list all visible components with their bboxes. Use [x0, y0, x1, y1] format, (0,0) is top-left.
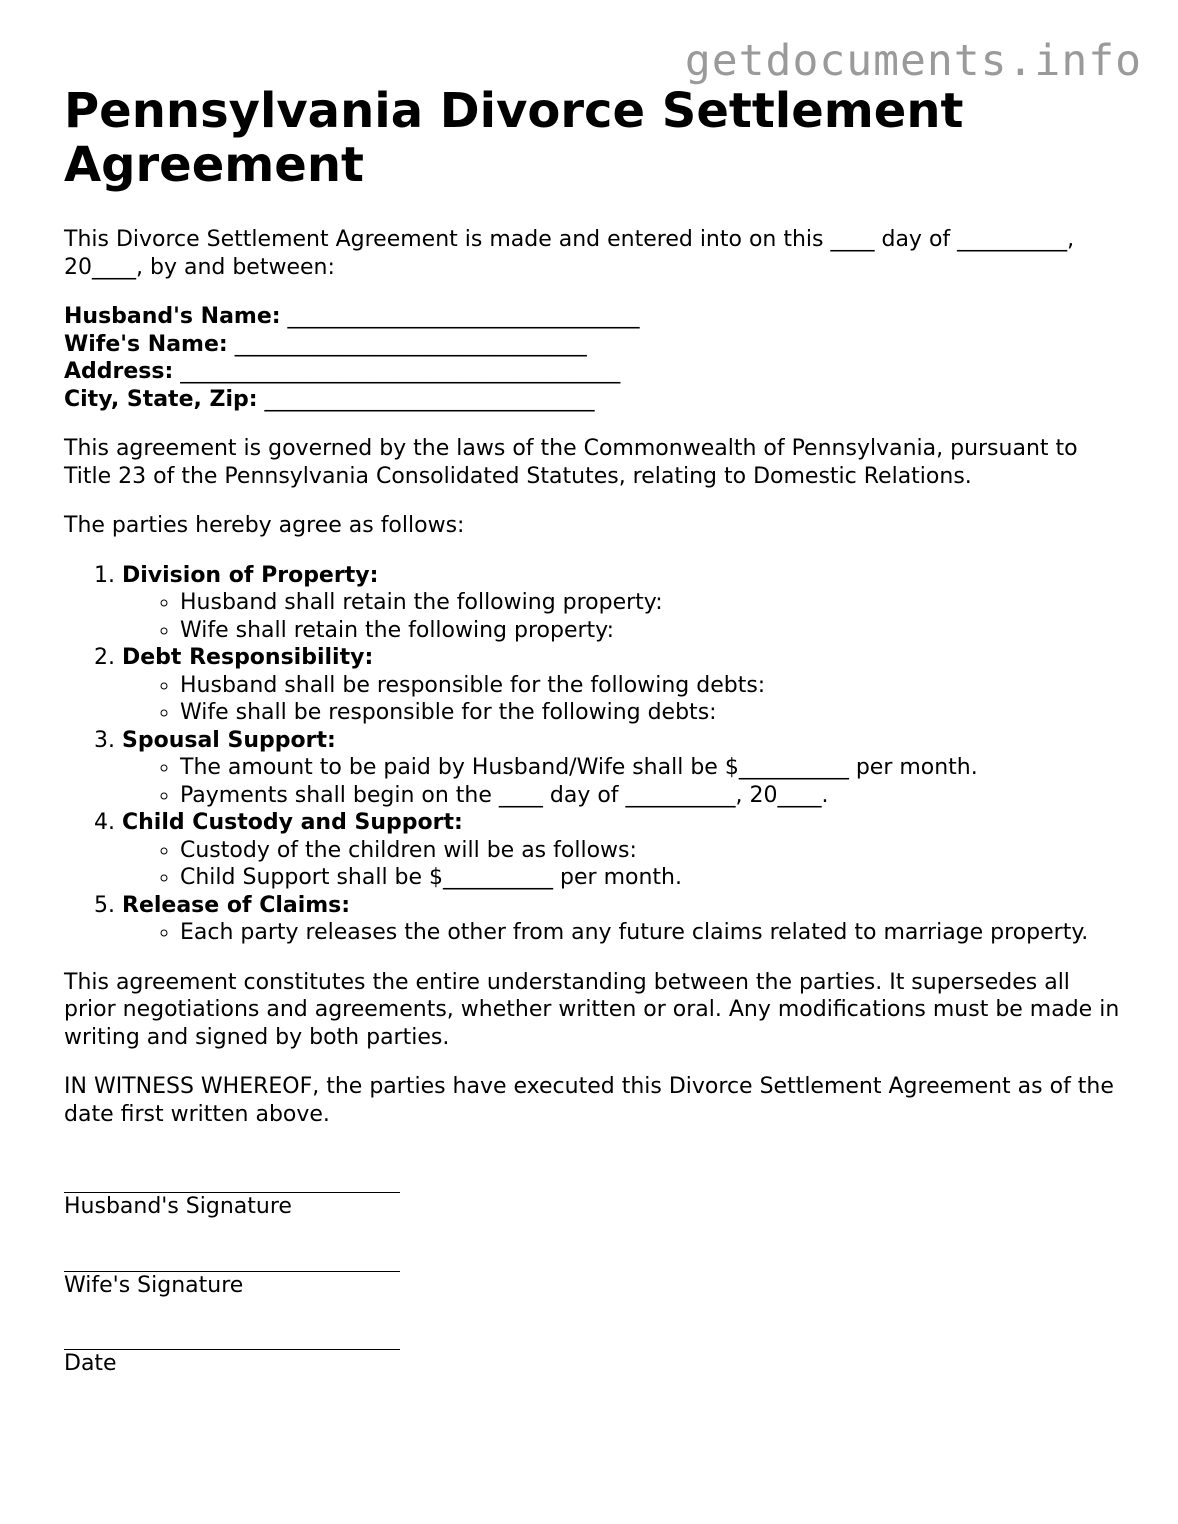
list-item: ◦ The amount to be paid by Husband/Wife shall be $__________ per month. — [180, 754, 1124, 782]
signature-line — [64, 1166, 400, 1193]
list-item: ◦ Wife shall retain the following property: — [180, 617, 1124, 645]
term-division-of-property: 1. Division of Property: ◦ Husband shall retain the following property: ◦ Wife shall retain the following property: — [122, 562, 1124, 645]
terms-list — [64, 562, 1124, 947]
list-item: ◦ Each party releases the other from any future claims related to marriage property. — [180, 919, 1124, 947]
signature-label: Wife's Signature — [64, 1272, 244, 1298]
signature-label: Husband's Signature — [64, 1194, 292, 1219]
witness-paragraph: IN WITNESS WHEREOF, the parties have executed this Divorce Settlement Agreement as of the date first written above. — [64, 1074, 1114, 1127]
term-spousal-support: 3. Spousal Support: ◦ The amount to be paid by Husband/Wife shall be $__________ per month. ◦ Payments shall begin on the ____ day of __________, 20____. — [122, 727, 1124, 810]
signature-line — [64, 1323, 400, 1350]
document-page — [64, 84, 1124, 1402]
list-item: ◦ Husband shall be responsible for the following debts: — [180, 672, 1124, 700]
list-item: ◦ Custody of the children will be as follows: — [180, 837, 1124, 865]
date-signature — [64, 1323, 1124, 1378]
signature-line — [64, 1245, 400, 1272]
list-item: ◦ Payments shall begin on the ____ day of __________, 20____. — [180, 782, 1124, 810]
address-field: Address: ________________________________________ — [64, 359, 621, 384]
list-item: ◦ Wife shall be responsible for the following debts: — [180, 699, 1124, 727]
list-item: ◦ Child Support shall be $__________ per month. — [180, 864, 1124, 892]
wife-signature — [64, 1245, 1124, 1300]
agree-intro: The parties hereby agree as follows: — [64, 513, 465, 538]
signature-block — [64, 1166, 1124, 1378]
husband-name-field: Husband's Name: ________________________________ — [64, 304, 640, 329]
intro-paragraph: This Divorce Settlement Agreement is made and entered into on this ____ day of __________, 20____, by and between: — [64, 227, 1075, 280]
party-fields — [64, 303, 1124, 413]
signature-label: Date — [64, 1351, 117, 1376]
entire-agreement-paragraph: This agreement constitutes the entire understanding between the parties. It supersedes all prior negotiations and agreements, whether written or oral. Any modifications must be made in writing and signed by both parties. — [64, 969, 1120, 1050]
term-debt-responsibility: 2. Debt Responsibility: ◦ Husband shall be responsible for the following debts: ◦ Wife shall be responsible for the following debts: — [122, 644, 1124, 727]
city-state-zip-field: City, State, Zip: ______________________________ — [64, 386, 595, 412]
page-title: Pennsylvania Divorce Settlement Agreement — [64, 83, 964, 193]
wife-name-field: Wife's Name: ________________________________ — [64, 331, 587, 357]
term-child-custody: 4. Child Custody and Support: ◦ Custody of the children will be as follows: ◦ Child Support shall be $__________ per month. — [122, 809, 1124, 892]
husband-signature — [64, 1166, 1124, 1221]
list-item: ◦ Husband shall retain the following property: — [180, 589, 1124, 617]
governing-law-paragraph: This agreement is governed by the laws of the Commonwealth of Pennsylvania, pursuant to Title 23 of the Pennsylvania Consolidated Statutes, relating to Domestic Relations. — [64, 436, 1078, 489]
term-release-of-claims: 5. Release of Claims: ◦ Each party releases the other from any future claims related to marriage property. — [122, 892, 1124, 947]
watermark: getdocuments.info — [684, 36, 1142, 86]
